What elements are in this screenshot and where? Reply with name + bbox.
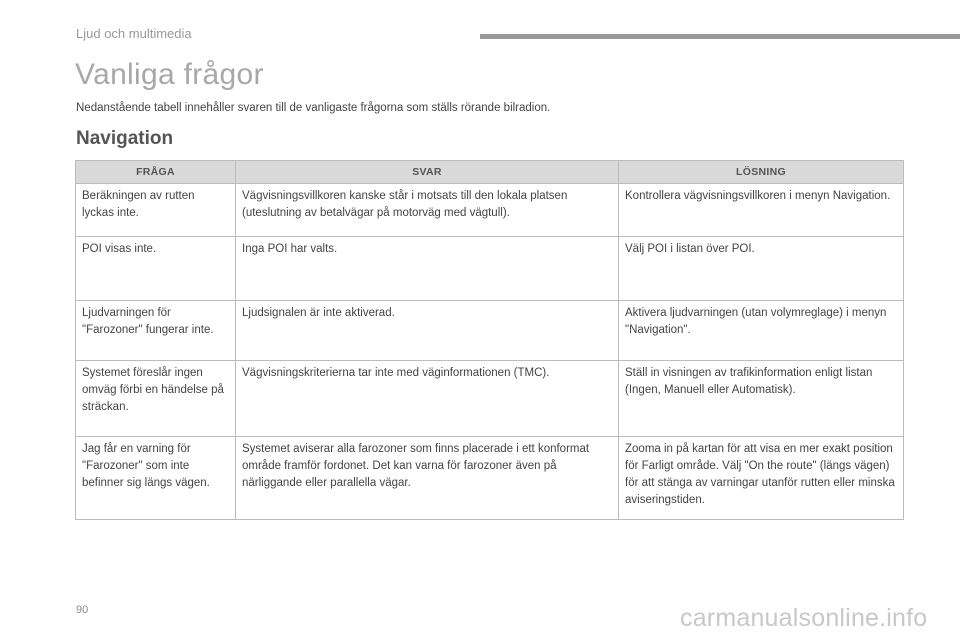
table-row bbox=[76, 361, 904, 437]
table-row bbox=[76, 301, 904, 361]
solution-cell: Aktivera ljudvarningen (utan volymreglage) i menyn "Navigation". bbox=[619, 301, 904, 361]
header-bar bbox=[480, 34, 960, 39]
answer-cell: Inga POI har valts. bbox=[236, 237, 619, 301]
page-number: 90 bbox=[76, 604, 89, 616]
solution-cell: Zooma in på kartan för att visa en mer exakt position för Farligt område. Välj "On the route" (längs vägen) för att stänga av varningar utanför rutten eller minska aviseringstiden. bbox=[619, 437, 904, 520]
column-header-answer: SVAR bbox=[236, 161, 619, 184]
faq-table bbox=[75, 160, 904, 520]
question-cell: POI visas inte. bbox=[76, 237, 236, 301]
page-title: Vanliga frågor bbox=[75, 58, 264, 91]
column-header-question: FRÅGA bbox=[76, 161, 236, 184]
watermark: carmanualsonline.info bbox=[680, 604, 928, 632]
question-cell: Systemet föreslår ingen omväg förbi en händelse på sträckan. bbox=[76, 361, 236, 437]
answer-cell: Vägvisningskriterierna tar inte med väginformationen (TMC). bbox=[236, 361, 619, 437]
question-cell: Jag får en varning för "Farozoner" som inte befinner sig längs vägen. bbox=[76, 437, 236, 520]
answer-cell: Vägvisningsvillkoren kanske står i motsats till den lokala platsen (uteslutning av betalvägar på motorväg med vägtull). bbox=[236, 184, 619, 237]
table-row bbox=[76, 184, 904, 237]
table-row bbox=[76, 437, 904, 520]
table-row bbox=[76, 237, 904, 301]
section-heading: Navigation bbox=[76, 128, 174, 149]
question-cell: Beräkningen av rutten lyckas inte. bbox=[76, 184, 236, 237]
answer-cell: Ljudsignalen är inte aktiverad. bbox=[236, 301, 619, 361]
solution-cell: Ställ in visningen av trafikinformation enligt listan (Ingen, Manuell eller Automatisk). bbox=[619, 361, 904, 437]
question-cell: Ljudvarningen för "Farozoner" fungerar inte. bbox=[76, 301, 236, 361]
table-header-row bbox=[76, 161, 904, 184]
intro-text: Nedanstående tabell innehåller svaren till de vanligaste frågorna som ställs rörande bilradion. bbox=[76, 102, 551, 114]
section-header: Ljud och multimedia bbox=[76, 26, 192, 41]
solution-cell: Välj POI i listan över POI. bbox=[619, 237, 904, 301]
answer-cell: Systemet aviserar alla farozoner som finns placerade i ett konformat område framför fordonet. Det kan varna för farozoner även på närliggande eller parallella vägar. bbox=[236, 437, 619, 520]
column-header-solution: LÖSNING bbox=[619, 161, 904, 184]
solution-cell: Kontrollera vägvisningsvillkoren i menyn Navigation. bbox=[619, 184, 904, 237]
